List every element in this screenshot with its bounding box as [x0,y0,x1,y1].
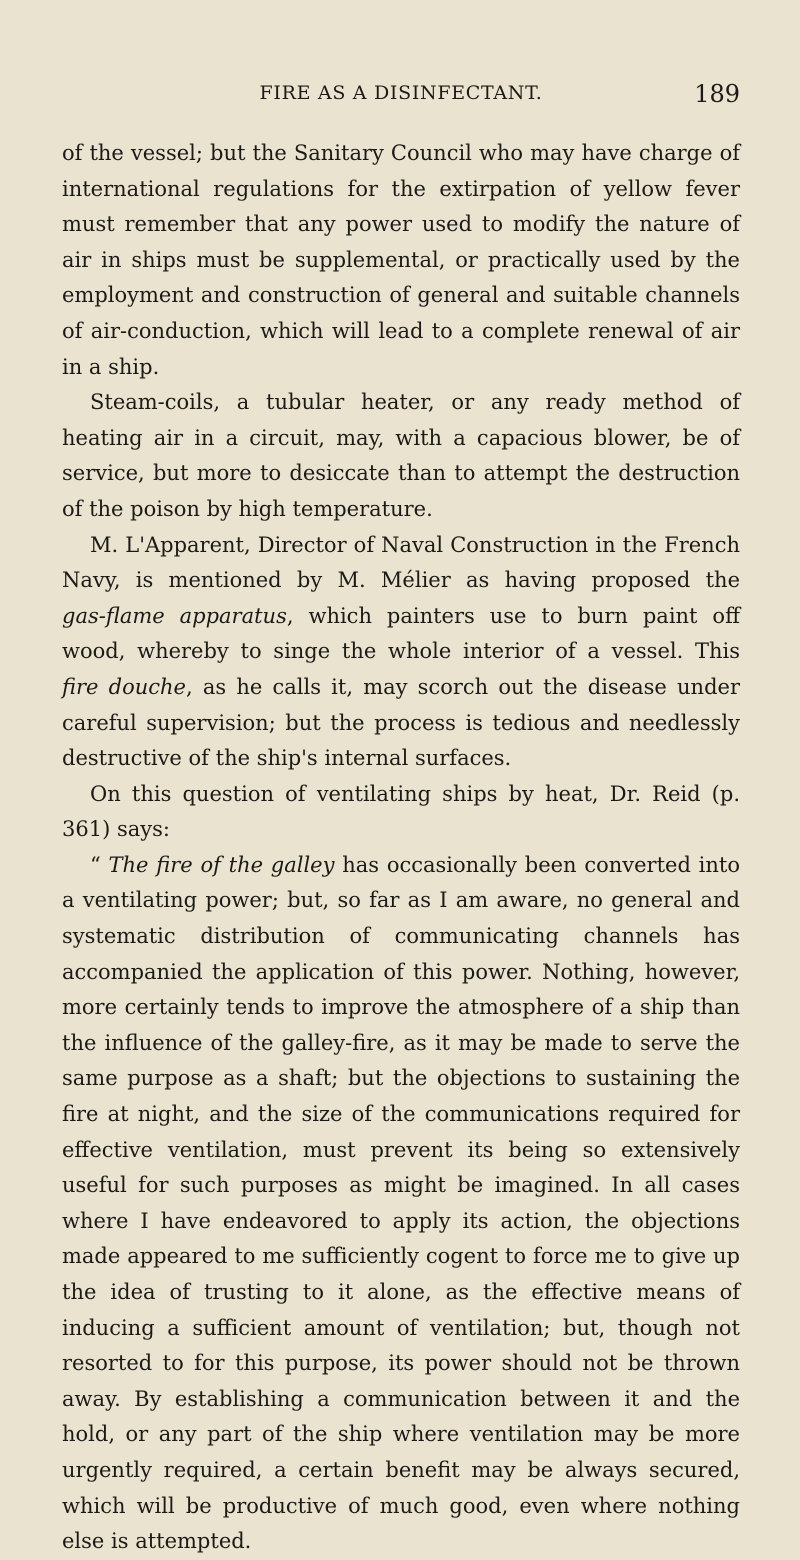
italic-term-fire-douche: fire douche [62,674,186,699]
paragraph-text: has occasionally been converted into a ventilating power; but, so far as I am aware, no general and systematic distribution of communicating channels has accompanied the application of this power. Nothing, however, more certainly tends to improve the atmosphere of a ship than the influence of the galley-fire, as it may be made to serve the same purpose as a shaft; but the objections to sustaining the fire at night, and the size of the communications required for effective ventilation, must prevent its being so extensively useful for such purposes as might be imagined. In all cases where I have endeavored to apply its action, the objections made appeared to me sufficiently cogent to force me to give up the idea of trusting to it alone, as the effective means of inducing a sufficient amount of ventilation; but, though not resorted to for this purpose, its power should not be thrown away. By establishing a communication between it and the hold, or any part of the ship where ventilation may be more urgently required, a certain benefit may be always secured, which will be productive of much good, even where nothing else is attempted. [62,852,740,1554]
running-head [62,82,740,112]
italic-term-fire-of-galley: The fire of the galley [108,852,335,877]
page-number: 189 [694,80,740,108]
paragraph-text: of the vessel; but the Sanitary Council who may have charge of international regulations for the extirpation of yellow fever must remember that any power used to modify the nature of air in ships must be supplemental, or practically used by the employment and construction of general and suitable channels of air-conduction, which will lead to a complete renewal of air in a ship. [62,141,740,379]
opening-quote: “ [90,852,109,877]
paragraph-text: , which painters use to burn paint off wood, whereby to singe the whole interior of a vessel. This [62,603,740,664]
italic-term-gas-flame-apparatus: gas-flame apparatus [62,603,287,628]
body-text [62,136,740,1560]
paragraph-text: , as he calls it, may scorch out the disease under careful supervision; but the process is tedious and needlessly destructive of the ship's internal surfaces. [62,674,740,771]
paragraph-text: Steam-coils, a tubular heater, or any ready method of heating air in a circuit, may, with a capacious blower, be of service, but more to desiccate than to attempt the destruction of the poison by high temperature. [62,390,740,521]
quoted-paragraph [62,848,740,1560]
paragraph-text: On this question of ventilating ships by heat, Dr. Reid (p. 361) says: [62,781,740,842]
paragraph-text: M. L'Apparent, Director of Naval Construction in the French Navy, is mentioned by M. Mélier as having proposed the [62,532,740,593]
paragraph-reid-intro [62,777,740,848]
paragraph-gas-flame [62,528,740,777]
paragraph-steam-coils [62,385,740,527]
paragraph-continuation [62,136,740,385]
running-title: FIRE AS A DISINFECTANT. [259,82,543,104]
